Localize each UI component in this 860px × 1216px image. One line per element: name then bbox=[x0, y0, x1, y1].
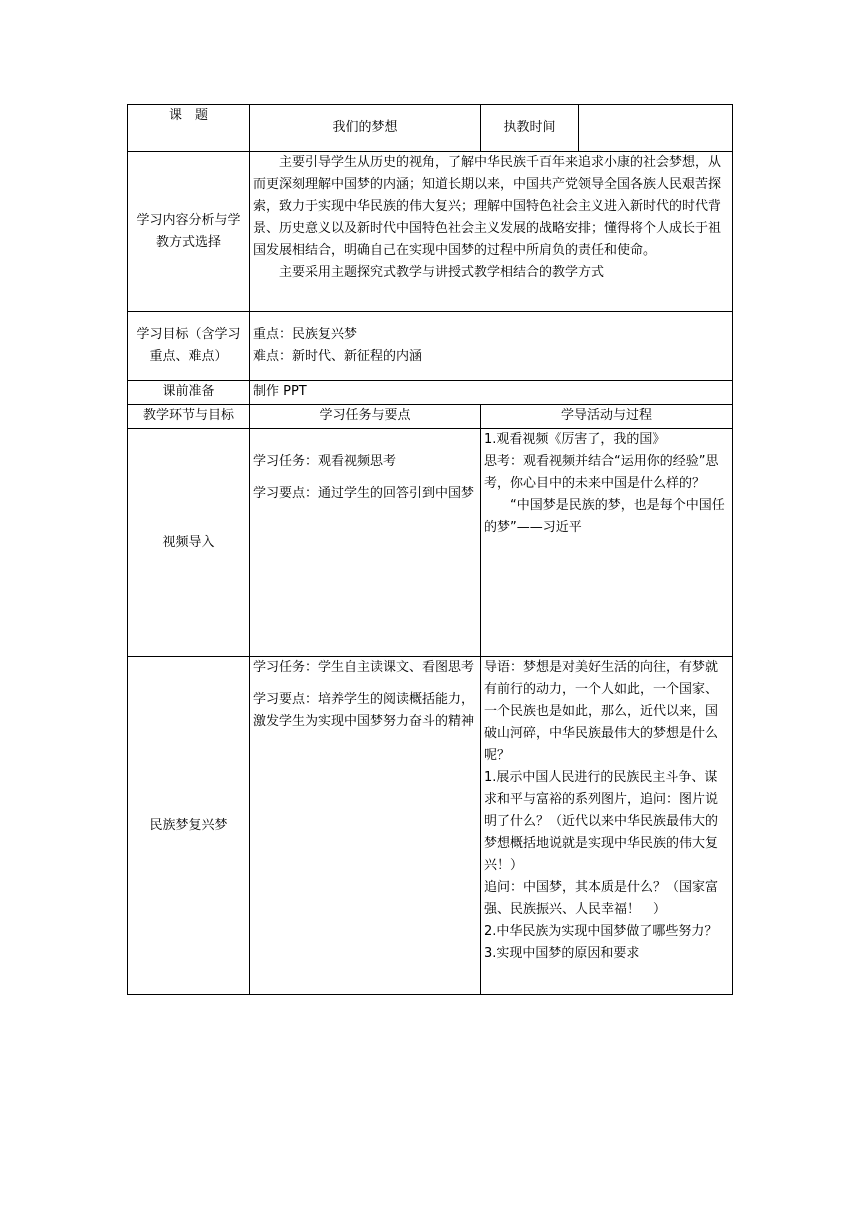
goals-cell bbox=[250, 312, 733, 381]
point-text: 学习要点：培养学生的阅读概括能力，激发学生为实现中国梦努力奋斗的精神 bbox=[253, 692, 475, 729]
goals-label: 学习目标（含学习重点、难点） bbox=[128, 312, 250, 381]
column-header-activity: 学导活动与过程 bbox=[481, 405, 733, 429]
stage-cell: 民族梦复兴梦 bbox=[128, 657, 250, 995]
difficulty-text: 难点：新时代、新征程的内涵 bbox=[253, 349, 423, 364]
table-row bbox=[128, 657, 733, 995]
activity-line: 1.观看视频《厉害了，我的国》 bbox=[484, 432, 666, 447]
activity-line: 1.展示中国人民进行的民族民主斗争、谋求和平与富裕的系列图片，追问：图片说明了什么？（近代以来中华民族最伟大的梦想概括地说就是实现中华民族的伟大复兴！） bbox=[484, 770, 719, 873]
key-point-text: 重点：民族复兴梦 bbox=[253, 327, 358, 342]
teaching-method-paragraph: 主要采用主题探究式教学与讲授式教学相结合的教学方式 bbox=[279, 265, 605, 280]
column-header-row bbox=[128, 405, 733, 429]
content-analysis-paragraph: 主要引导学生从历史的视角，了解中华民族千百年来追求小康的社会梦想，从而更深刻理解中国梦的内涵；知道长期以来，中国共产党领导全国各族人民艰苦探索，致力于实现中华民族的伟大复兴；理解中国特色社会主义进入新时代的时代背景、历史意义以及新时代中国特色社会主义发展的战略安排；懂得将个人成长于祖国发展相结合，明确自己在实现中国梦的过程中所肩负的责任和使命。 bbox=[253, 155, 722, 258]
activity-cell bbox=[481, 429, 733, 657]
content-analysis-row bbox=[128, 152, 733, 312]
activity-line: 2.中华民族为实现中国梦做了哪些努力？ bbox=[484, 924, 718, 939]
table-row bbox=[128, 429, 733, 657]
task-text: 学习任务：观看视频思考 bbox=[253, 454, 397, 469]
activity-line: 追问：中国梦，其本质是什么？（国家富强、民族振兴、人民幸福！ ） bbox=[484, 880, 719, 917]
task-text: 学习任务：学生自主读课文、看图思考 bbox=[253, 660, 475, 675]
topic-value: 我们的梦想 bbox=[250, 105, 481, 152]
column-header-task: 学习任务与要点 bbox=[250, 405, 481, 429]
column-header-stage: 教学环节与目标 bbox=[128, 405, 250, 429]
preparation-label: 课前准备 bbox=[128, 381, 250, 405]
goals-row bbox=[128, 312, 733, 381]
topic-row bbox=[128, 105, 733, 152]
point-text: 学习要点：通过学生的回答引到中国梦 bbox=[253, 486, 475, 501]
topic-label: 课 题 bbox=[128, 105, 250, 152]
task-cell bbox=[250, 657, 481, 995]
preparation-value: 制作 PPT bbox=[250, 381, 733, 405]
activity-line: 3.实现中国梦的原因和要求 bbox=[484, 946, 640, 961]
content-analysis-cell bbox=[250, 152, 733, 312]
time-label: 执教时间 bbox=[481, 105, 579, 152]
stage-cell: 视频导入 bbox=[128, 429, 250, 657]
lesson-plan-table bbox=[127, 104, 733, 995]
activity-quote: “中国梦是民族的梦，也是每个中国任的梦”——习近平 bbox=[484, 498, 725, 535]
time-value bbox=[579, 105, 733, 152]
activity-line: 思考：观看视频并结合“运用你的经验”思考，你心目中的未来中国是什么样的？ bbox=[484, 454, 719, 491]
preparation-row bbox=[128, 381, 733, 405]
content-analysis-label: 学习内容分析与学教方式选择 bbox=[128, 152, 250, 312]
task-cell bbox=[250, 429, 481, 657]
activity-cell bbox=[481, 657, 733, 995]
activity-line: 导语：梦想是对美好生活的向往，有梦就有前行的动力，一个人如此，一个国家、一个民族也是如此，那么，近代以来，国破山河碎，中华民族最伟大的梦想是什么呢？ bbox=[484, 660, 719, 763]
